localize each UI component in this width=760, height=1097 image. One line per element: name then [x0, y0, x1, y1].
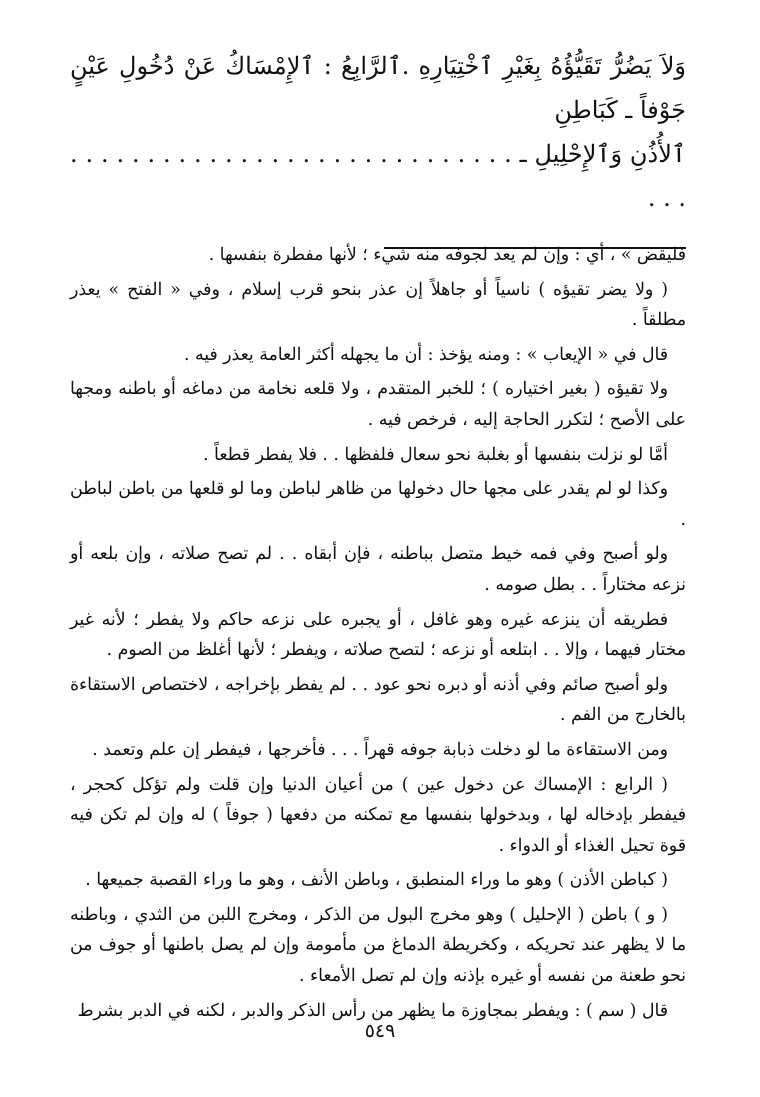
commentary-paragraph: ( و ) باطن ( الإحليل ) وهو مخرج البول من الذكر ، ومخرج اللبن من الثدي ، وباطنه ما لا يظهر عند تحريكه ، وكخريطة الدماغ من مأمومة وإن لم يصل باطنها أو جوف من نحو طعنة من نفسه أو غيره بإذنه وإن لم تصل الأمعاء .	[70, 904, 686, 987]
commentary-paragraph: ( الرابع : الإمساك عن دخول عين ) من أعيان الدنيا وإن قلت ولم تؤكل كحجر ، فيفطر بإدخاله لها ، وبدخولها بنفسها مع تمكنه من دفعها ( جوفاً ) له وإن لم تكن فيه قوة تحيل الغذاء أو الدواء .	[70, 774, 686, 856]
commentary-paragraph: ومن الاستقاءة ما لو دخلت ذبابة جوفه قهراً . . . فأخرجها ، فيفطر إن علم وتعمد .	[92, 739, 668, 760]
commentary-paragraph: ولو أصبح صائم وفي أذنه أو دبره نحو عود . . لم يفطر بإخراجه ، لاختصاص الاستقاءة بالخارج من الفم .	[70, 674, 686, 726]
commentary-paragraph: ولو أصبح وفي فمه خيط متصل بباطنه ، فإن أبقاه . . لم تصح صلاته ، وإن بلعه أو نزعه مختاراً . . بطل صومه .	[70, 544, 686, 595]
commentary-paragraph: قال ( سم ) : ويفطر بمجاوزة ما يظهر من رأس الذكر والدبر ، لكنه في الدبر بشرط	[77, 1000, 668, 1021]
commentary-paragraph: فطريقه أن ينزعه غيره وهو غافل ، أو يجبره على نزعه حاكم ولا يفطر ؛ لأنه غير مختار فيهما ، وإلا . . ابتلعه أو نزعه ؛ لتصح صلاته ، ويفطر ؛ لأنها أغلظ من الصوم .	[70, 609, 686, 661]
matn-text	[70, 44, 686, 220]
commentary-paragraph: فليقض » ، أي : وإن لم يعد لجوفه منه شيء ؛ لأنها مفطرة بنفسها .	[208, 245, 686, 265]
page-number: ٥٤٩	[364, 1020, 396, 1042]
matn-line-1: وَلاَ يَضُرُّ تَقَيُّؤُهُ بِغَيْرِ ٱخْتِيَارِهِ .ٱلرَّابِعُ : ٱلإِمْسَاكُ عَنْ دُخُولِ عَيْنٍ جَوْفاً ـ كَبَاطِنِ	[70, 52, 686, 124]
commentary-paragraph: ( ولا يضر تقيؤه ) ناسياً أو جاهلاً إن عذر بنحو قرب إسلام ، وفي « الفتح » يعذر مطلقاً .	[70, 279, 686, 331]
commentary-paragraph: أمَّا لو نزلت بنفسها أو بغلبة نحو سعال فلفظها . . فلا يفطر قطعاً .	[203, 444, 668, 465]
commentary-paragraph: ( كباطن الأذن ) وهو ما وراء المنطبق ، وباطن الأنف ، وهو ما وراء القصبة جميعها .	[85, 870, 668, 891]
matn-line-2: ٱلأُذُنِ وَٱلإِحْلِيلِ ـ . . . . . . . . . . . . . . . . . . . . . . . . . . . . . . . .	[70, 140, 686, 212]
commentary	[70, 240, 686, 1026]
commentary-paragraph: ولا تقيؤه ( بغير اختياره ) ؛ للخبر المتقدم ، ولا قلعه نخامة من دماغه أو باطنه ومجها على الأصح ؛ لتكرر الحاجة إليه ، فرخص فيه .	[70, 379, 686, 430]
commentary-paragraph: قال في « الإيعاب » : ومنه يؤخذ : أن ما يجهله أكثر العامة يعذر فيه .	[183, 344, 668, 365]
commentary-paragraph: وكذا لو لم يقدر على مجها حال دخولها من ظاهر لباطن وما لو قلعها من باطن لباطن .	[70, 479, 686, 530]
